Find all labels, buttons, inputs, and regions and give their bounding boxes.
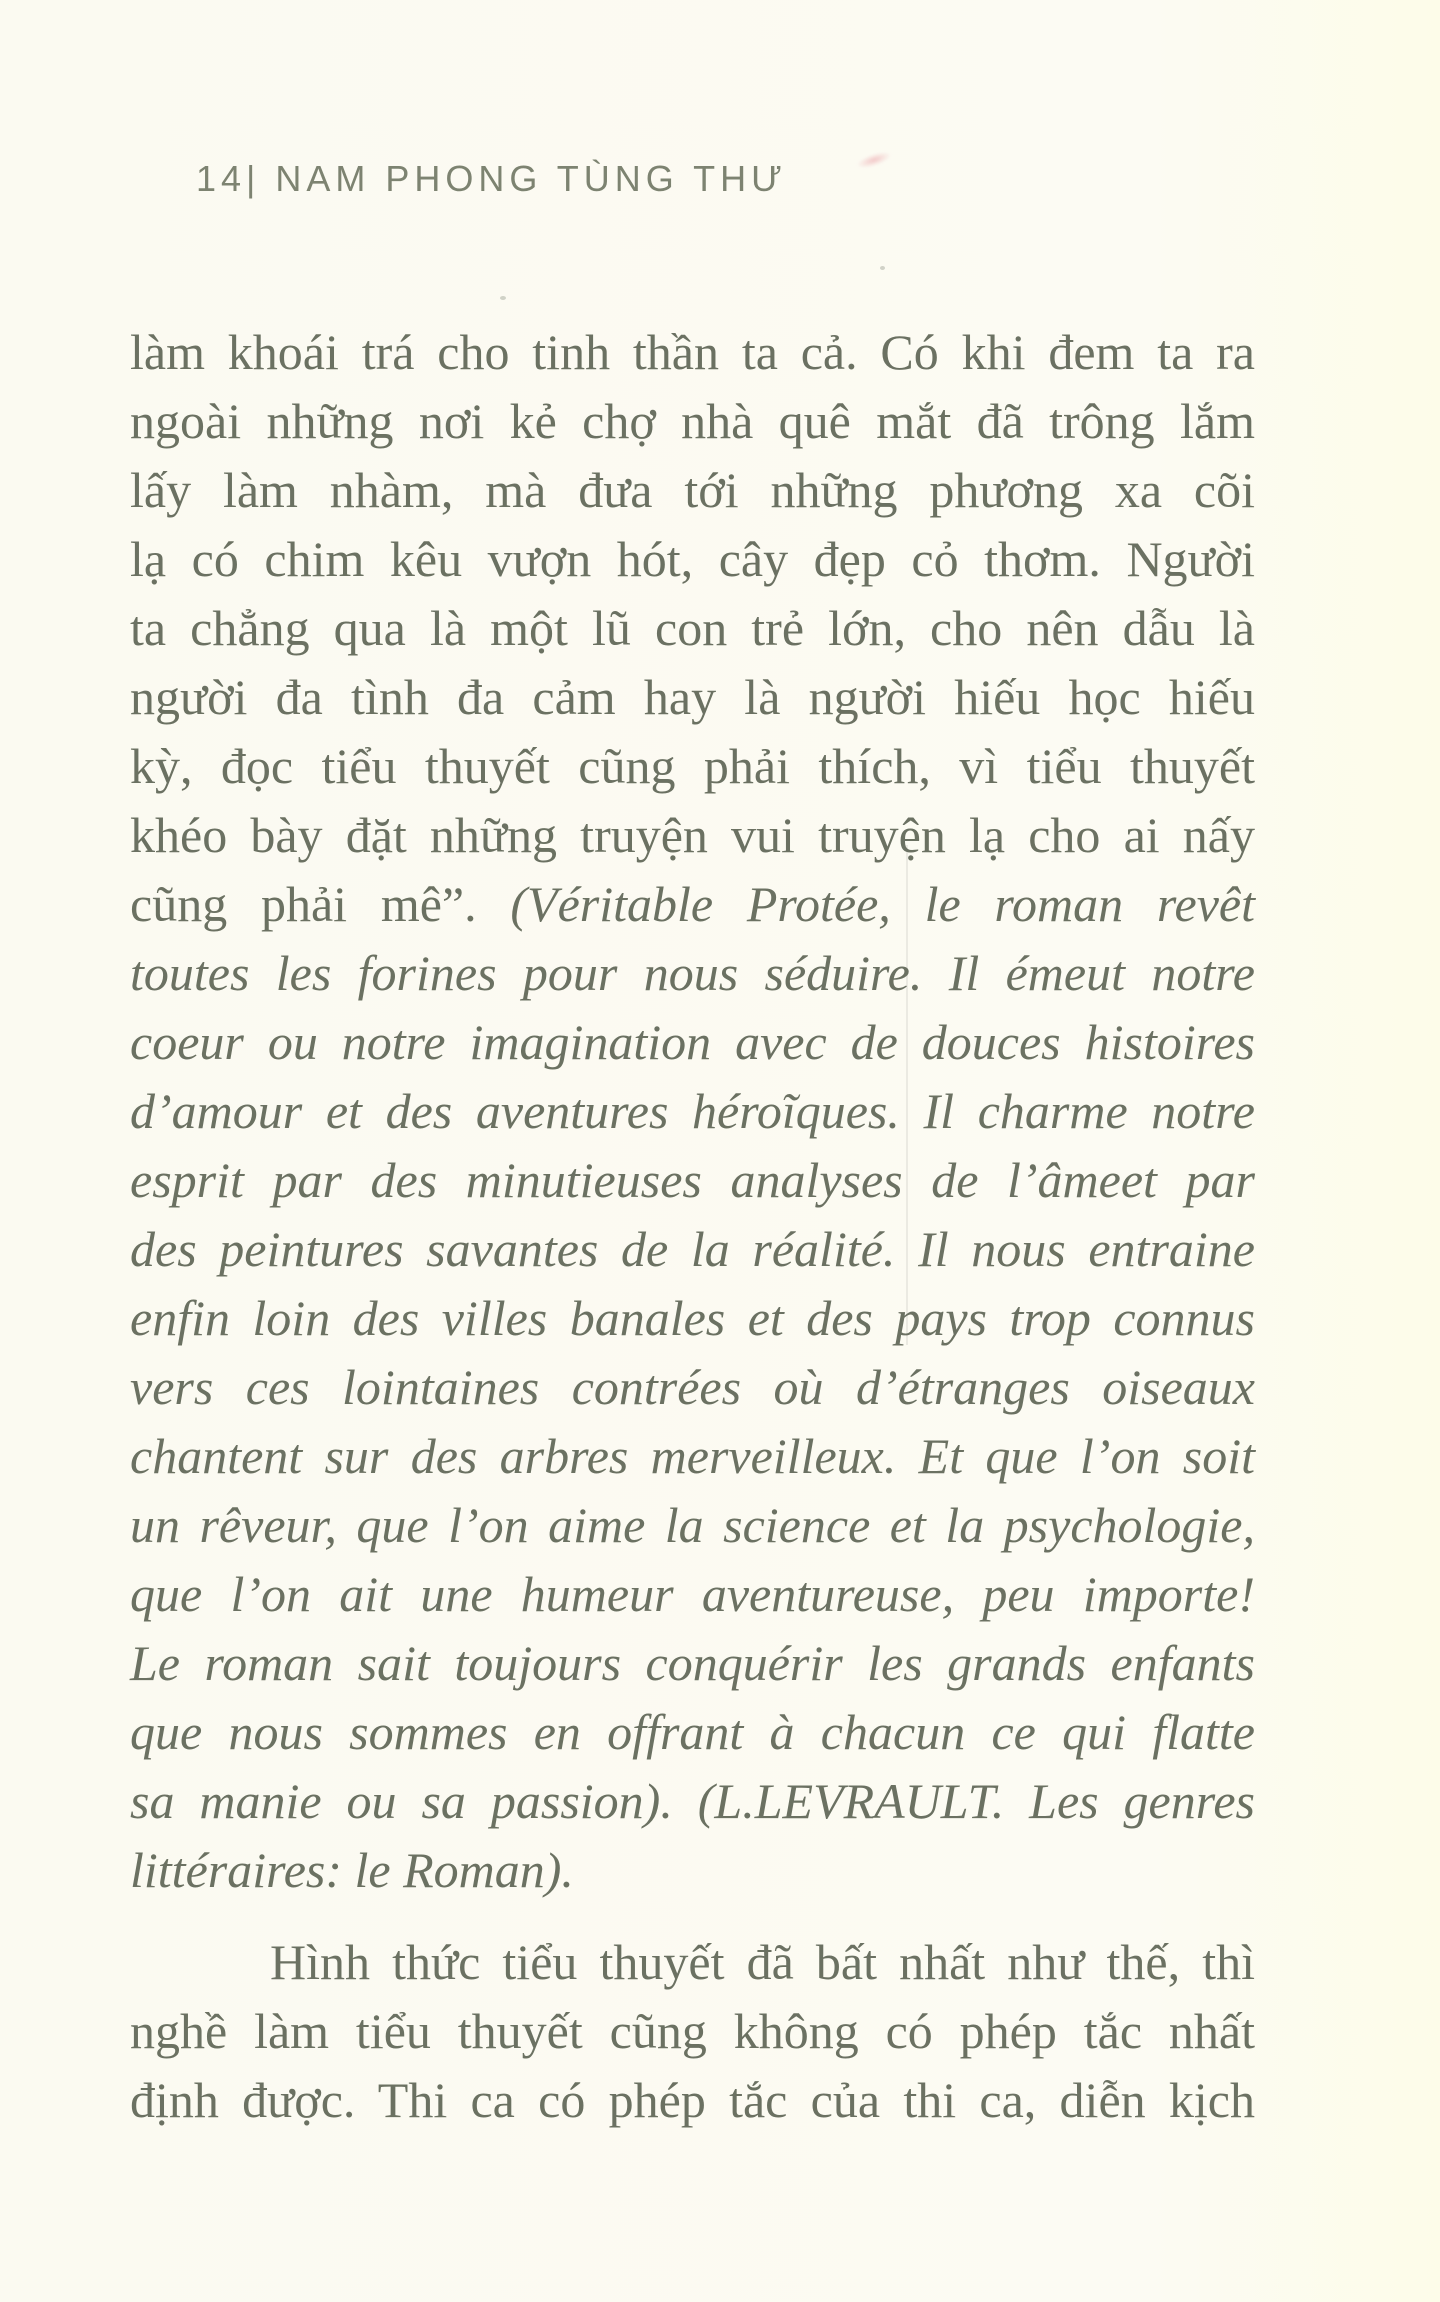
french-italic-text: que l’on ait une humeur aventureuse, peu importe! — [130, 1566, 1255, 1622]
vietnamese-text: người đa tình đa cảm hay là người hiếu học hiếu — [130, 669, 1255, 725]
text-line — [130, 1560, 1255, 1629]
text-line — [130, 1698, 1255, 1767]
french-italic-text: Le roman sait toujours conquérir les grands enfants — [130, 1635, 1255, 1691]
vietnamese-text: làm khoái trá cho tinh thần ta cả. Có khi đem ta ra — [130, 324, 1255, 380]
text-line — [130, 525, 1255, 594]
body-text — [130, 318, 1255, 2135]
text-line — [130, 663, 1255, 732]
text-line — [130, 1146, 1255, 1215]
text-line — [130, 870, 1255, 939]
text-line — [130, 1997, 1255, 2066]
french-italic-text: enfin loin des villes banales et des pays trop connus — [130, 1290, 1255, 1346]
text-line — [130, 1353, 1255, 1422]
vietnamese-text: ngoài những nơi kẻ chợ nhà quê mắt đã trông lắm — [130, 393, 1255, 449]
text-line — [130, 2066, 1255, 2135]
scan-smudge — [855, 149, 893, 172]
vietnamese-text: khéo bày đặt những truyện vui truyện lạ cho ai nấy — [130, 807, 1255, 863]
vietnamese-text: cũng phải mê”. — [130, 876, 511, 932]
vietnamese-text: lạ có chim kêu vượn hót, cây đẹp cỏ thơm. Người — [130, 531, 1255, 587]
text-line — [130, 1284, 1255, 1353]
vietnamese-text: Hình thức tiểu thuyết đã bất nhất như thế, thì — [270, 1934, 1255, 1990]
vietnamese-text: ta chẳng qua là một lũ con trẻ lớn, cho nên dẫu là — [130, 600, 1255, 656]
text-line — [130, 387, 1255, 456]
text-line — [130, 1928, 1255, 1997]
text-line — [130, 732, 1255, 801]
scan-speck — [500, 296, 506, 300]
french-italic-text: chantent sur des arbres merveilleux. Et que l’on soit — [130, 1428, 1255, 1484]
french-italic-text: que nous sommes en offrant à chacun ce qui flatte — [130, 1704, 1255, 1760]
text-line — [130, 1215, 1255, 1284]
text-line — [130, 939, 1255, 1008]
vietnamese-text: nghề làm tiểu thuyết cũng không có phép tắc nhất — [130, 2003, 1255, 2059]
text-line — [130, 318, 1255, 387]
french-italic-text: sa manie ou sa passion). (L.LEVRAULT. Les genres — [130, 1773, 1255, 1829]
text-line — [130, 1077, 1255, 1146]
scan-speck — [880, 266, 885, 270]
french-italic-text: des peintures savantes de la réalité. Il nous entraine — [130, 1221, 1255, 1277]
text-line — [130, 456, 1255, 525]
french-italic-text: littéraires: le Roman). — [130, 1842, 574, 1898]
vietnamese-text: kỳ, đọc tiểu thuyết cũng phải thích, vì tiểu thuyết — [130, 738, 1255, 794]
page-header: 14| NAM PHONG TÙNG THƯ — [196, 158, 787, 199]
text-line — [130, 801, 1255, 870]
text-line — [130, 1422, 1255, 1491]
text-line — [130, 1629, 1255, 1698]
french-italic-text: (Véritable Protée, le roman revêt — [510, 876, 1255, 932]
vietnamese-text: định được. Thi ca có phép tắc của thi ca, diễn kịch — [130, 2072, 1255, 2128]
text-line — [130, 1008, 1255, 1077]
text-line — [130, 1767, 1255, 1836]
french-italic-text: esprit par des minutieuses analyses de l’âmeet par — [130, 1152, 1255, 1208]
text-line — [130, 594, 1255, 663]
paragraph — [130, 1928, 1255, 2135]
vietnamese-text: lấy làm nhàm, mà đưa tới những phương xa cõi — [130, 462, 1255, 518]
french-italic-text: toutes les forines pour nous séduire. Il émeut notre — [130, 945, 1255, 1001]
text-line — [130, 1836, 1255, 1905]
french-italic-text: d’amour et des aventures héroĩques. Il charme notre — [130, 1083, 1255, 1139]
french-italic-text: un rêveur, que l’on aime la science et la psychologie, — [130, 1497, 1255, 1553]
french-italic-text: coeur ou notre imagination avec de douces histoires — [130, 1014, 1255, 1070]
text-line — [130, 1491, 1255, 1560]
paragraph — [130, 318, 1255, 1905]
french-italic-text: vers ces lointaines contrées où d’étranges oiseaux — [130, 1359, 1255, 1415]
